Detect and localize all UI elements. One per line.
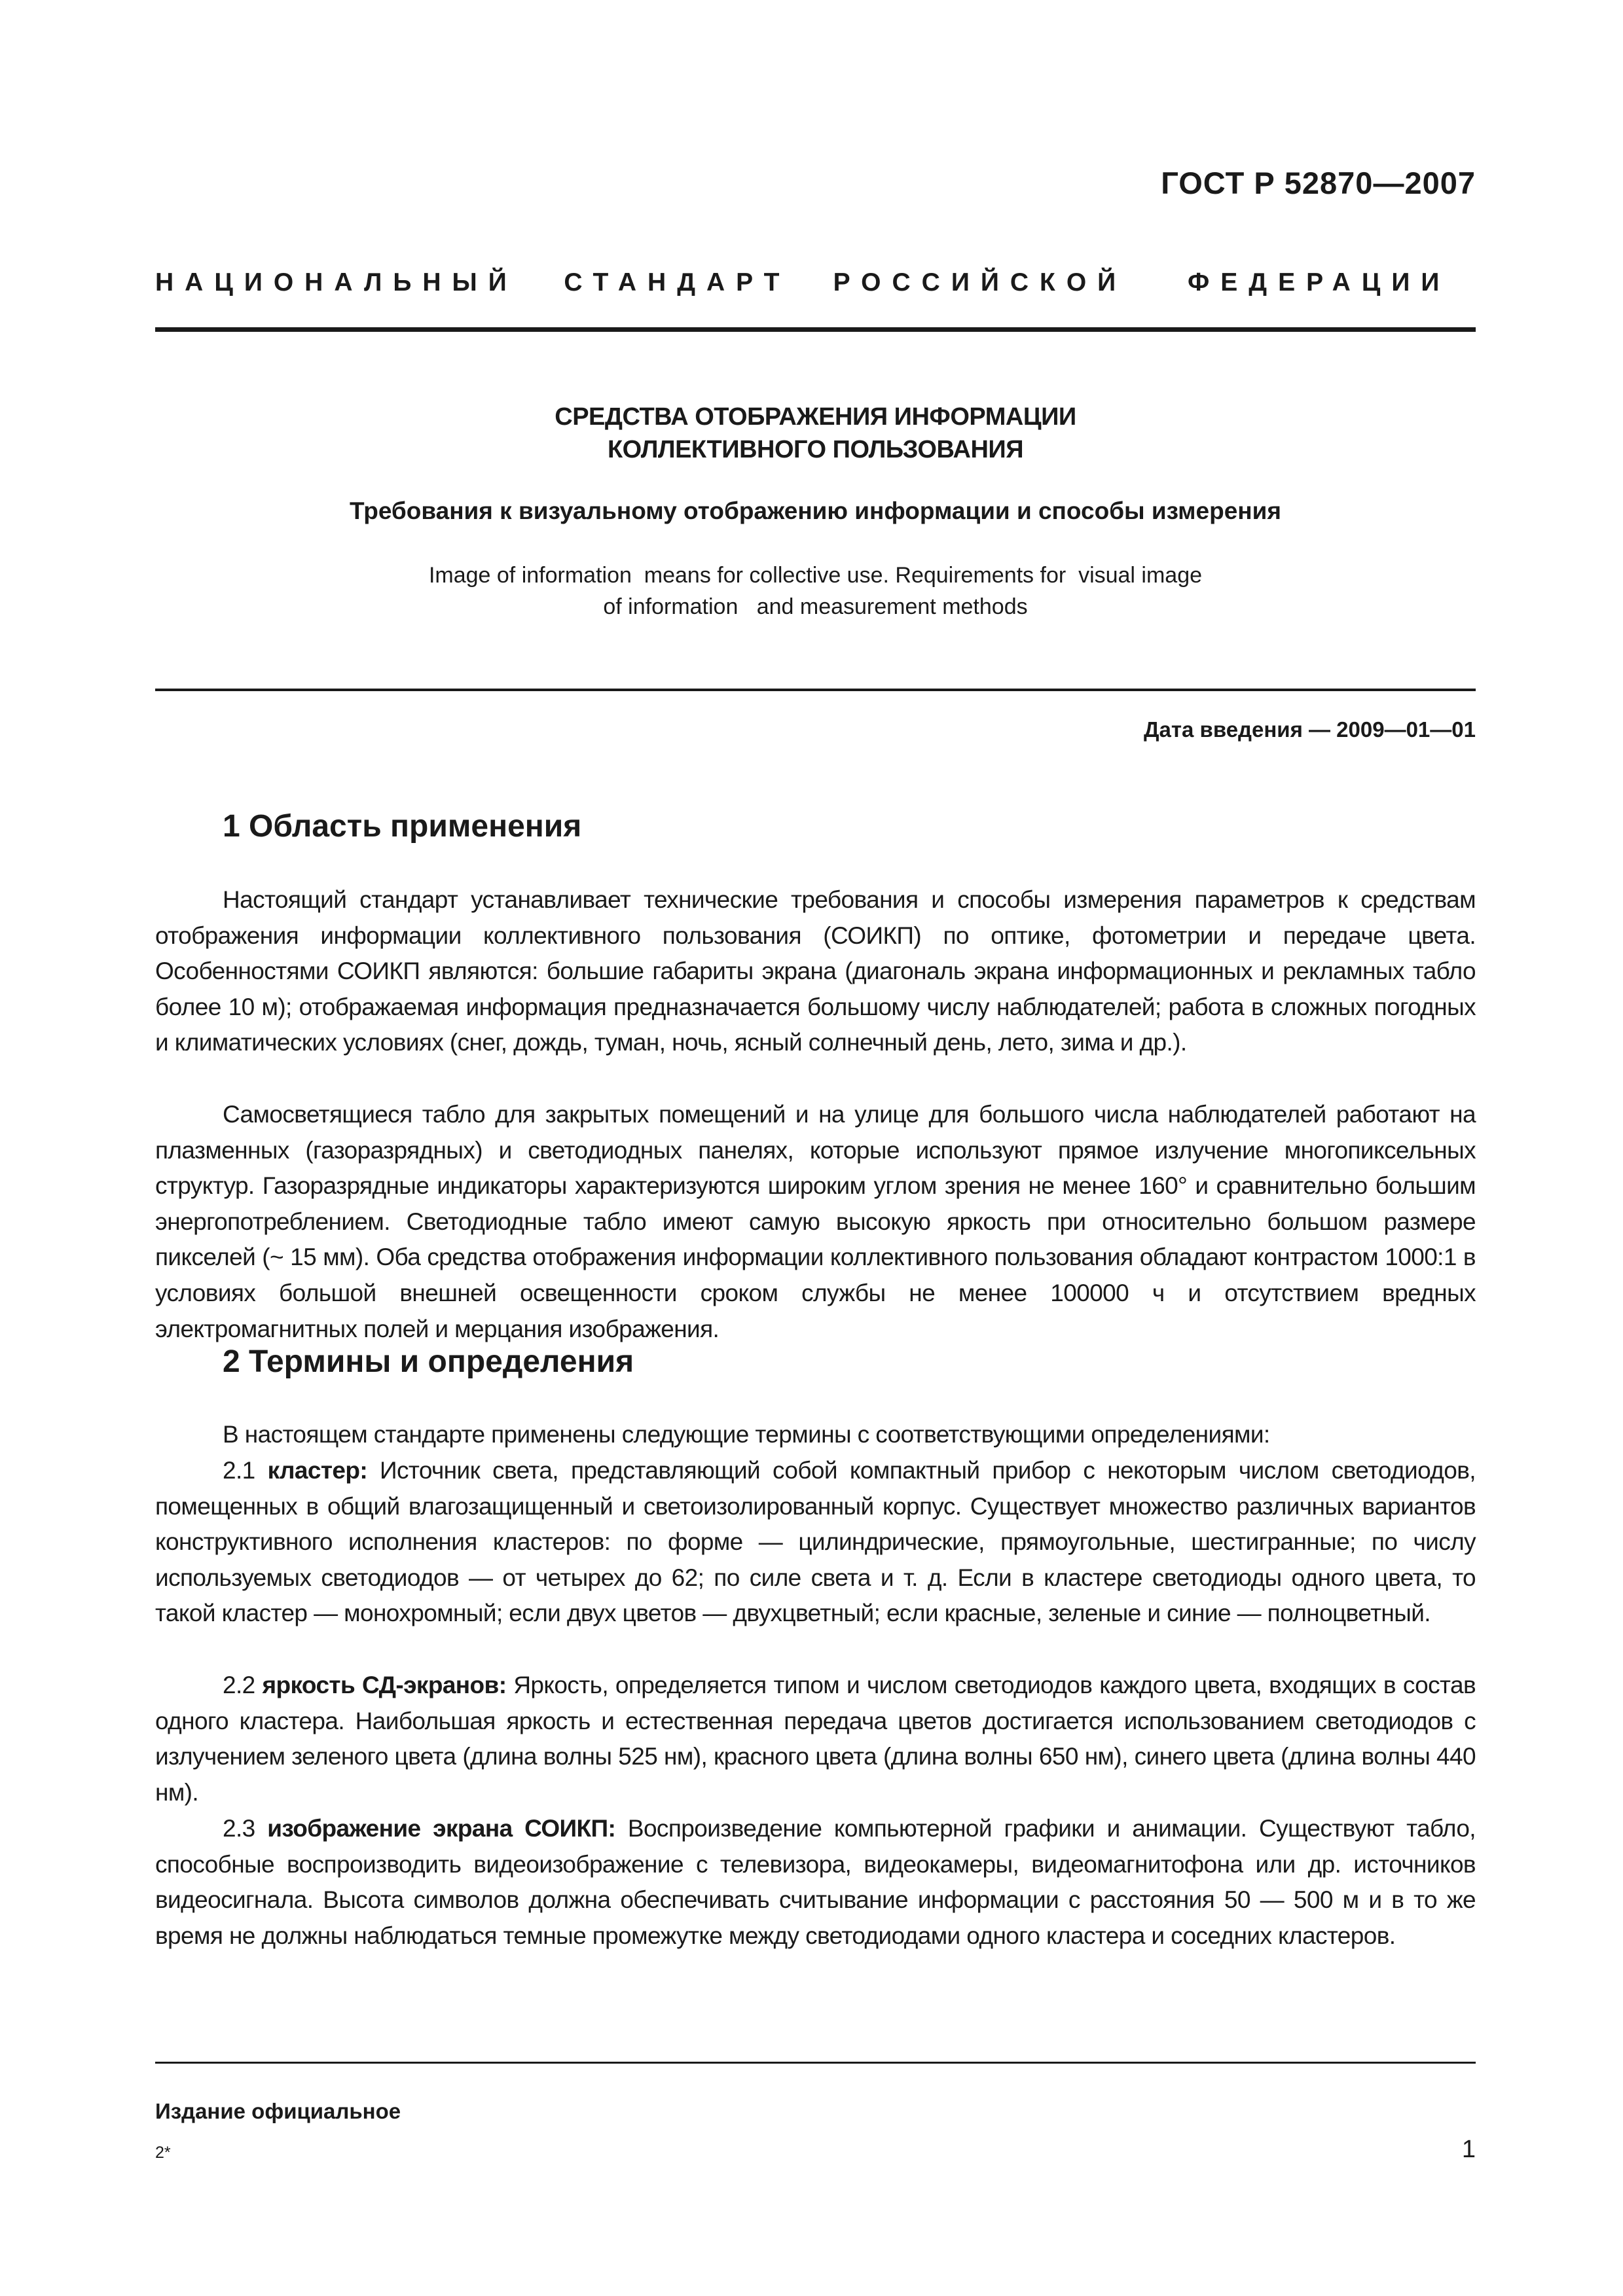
term-2-1 bbox=[155, 1453, 1476, 1632]
term-definition: Источник света, представляющий собой компактный прибор с некоторым числом светодиодов, помещенных в общий влагозащищенный и светоизолированный корпус. Существует множество различных вариантов конструктивного исполнения кластеров: по форме — цилиндрические, прямоугольные, шестигранные; по числу используемых светодиодов — от четырех до 62; по силе света и т. д. Если в кластере светодиоды одного цвета, то такой кластер — монохромный; если двух цветов — двухцветный; если красные, зеленые и синие — полноцветный. bbox=[155, 1457, 1476, 1627]
term-2-3 bbox=[155, 1811, 1476, 1954]
section-2-heading: 2 Термины и определения bbox=[223, 1344, 634, 1379]
heading-word-1 bbox=[155, 268, 537, 297]
introduction-date: Дата введения — 2009—01—01 bbox=[1144, 717, 1476, 742]
sheet-signature: 2* bbox=[155, 2144, 171, 2162]
heading-word-text: РОССИЙСКОЙ bbox=[833, 268, 1127, 296]
section-1-paragraph-2: Самосветящиеся табло для закрытых помещений и на улице для большого числа наблюдателей работают на плазменных (газоразрядных) и светодиодных панелях, которые используют прямое излучение многопиксельных структур. Газоразрядные индикаторы характеризуются широким углом зрения не менее 160° и сравнительно большим энергопотреблением. Светодиодные табло имеют самую высокую яркость при относительно большом размере пикселей (~ 15 мм). Оба средства отображения информации коллективного пользования обладают контрастом 1000:1 в условиях большой внешней освещенности сроком службы не менее 100000 ч и отсутствием вредных электромагнитных полей и мерцания изображения. bbox=[155, 1101, 1476, 1342]
english-title bbox=[155, 560, 1476, 622]
heading-word-text: СТАНДАРТ bbox=[564, 268, 791, 296]
title-line-1: СРЕДСТВА ОТОБРАЖЕНИЯ ИНФОРМАЦИИ bbox=[555, 403, 1076, 431]
section-1-heading: 1 Область применения bbox=[223, 809, 582, 844]
english-title-line-1: Image of information means for collective use. Requirements for visual image bbox=[428, 563, 1203, 588]
term-definition: Яркость, определяется типом и числом светодиодов каждого цвета, входящих в состав одного кластера. Наибольшая яркость и естественная передача цветов достигается использованием светодиодов с излучением зеленого цвета (длина волны 525 нм), красного цвета (длина волны 650 нм), синего цвета (длина волны 440 нм). bbox=[155, 1672, 1476, 1806]
term-name: яркость СД-экранов: bbox=[262, 1672, 507, 1698]
term-number: 2.1 bbox=[223, 1457, 268, 1484]
heading-word-text: ФЕДЕРАЦИИ bbox=[1187, 268, 1451, 296]
heading-word-2 bbox=[564, 268, 806, 297]
document-subtitle: Требования к визуальному отображению информации и способы измерения bbox=[350, 497, 1281, 524]
header-rule bbox=[155, 327, 1476, 332]
official-edition-label: Издание официальное bbox=[155, 2099, 401, 2123]
term-2-2 bbox=[155, 1668, 1476, 1810]
term-number: 2.3 bbox=[223, 1815, 268, 1842]
term-number: 2.2 bbox=[223, 1672, 263, 1698]
footer-rule bbox=[155, 2062, 1476, 2064]
english-title-line-2: of information and measurement methods bbox=[603, 594, 1028, 619]
term-definition: Воспроизведение компьютерной графики и анимации. Существуют табло, способные воспроизводить видеоизображение с телевизора, видеокамеры, видеомагнитофона или др. источников видеосигнала. Высота символов должна обеспечивать считывание информации с расстояния 50 — 500 м и в то же время не должны наблюдаться темные промежутке между светодиодами одного кластера и соседних кластеров. bbox=[155, 1815, 1476, 1949]
heading-word-3 bbox=[833, 268, 1161, 297]
page-number: 1 bbox=[1461, 2136, 1476, 2163]
section-2-intro: В настоящем стандарте применены следующие термины с соответствующими определениями: bbox=[223, 1421, 1270, 1448]
section-1-paragraph-1: Настоящий стандарт устанавливает технические требования и способы измерения параметров к средствам отображения информации коллективного пользования (СОИКП) по оптике, фотометрии и передаче цвета. Особенностями СОИКП являются: большие габариты экрана (диагональ экрана информационных и рекламных табло более 10 м); отображаемая информация предназначается большому числу наблюдателей; работа в сложных погодных и климатических условиях (снег, дождь, туман, ночь, ясный солнечный день, лето, зима и др.). bbox=[155, 886, 1476, 1056]
term-name: изображение экрана СОИКП: bbox=[267, 1815, 616, 1842]
term-name: кластер: bbox=[267, 1457, 368, 1484]
national-standard-heading bbox=[155, 268, 1476, 297]
title-rule bbox=[155, 689, 1476, 691]
title-line-2: КОЛЛЕКТИВНОГО ПОЛЬЗОВАНИЯ bbox=[607, 436, 1024, 463]
document-title bbox=[155, 401, 1476, 466]
heading-word-text: НАЦИОНАЛЬНЫЙ bbox=[155, 268, 518, 296]
gost-number: ГОСТ Р 52870—2007 bbox=[1161, 166, 1476, 200]
heading-word-4 bbox=[1188, 268, 1476, 297]
